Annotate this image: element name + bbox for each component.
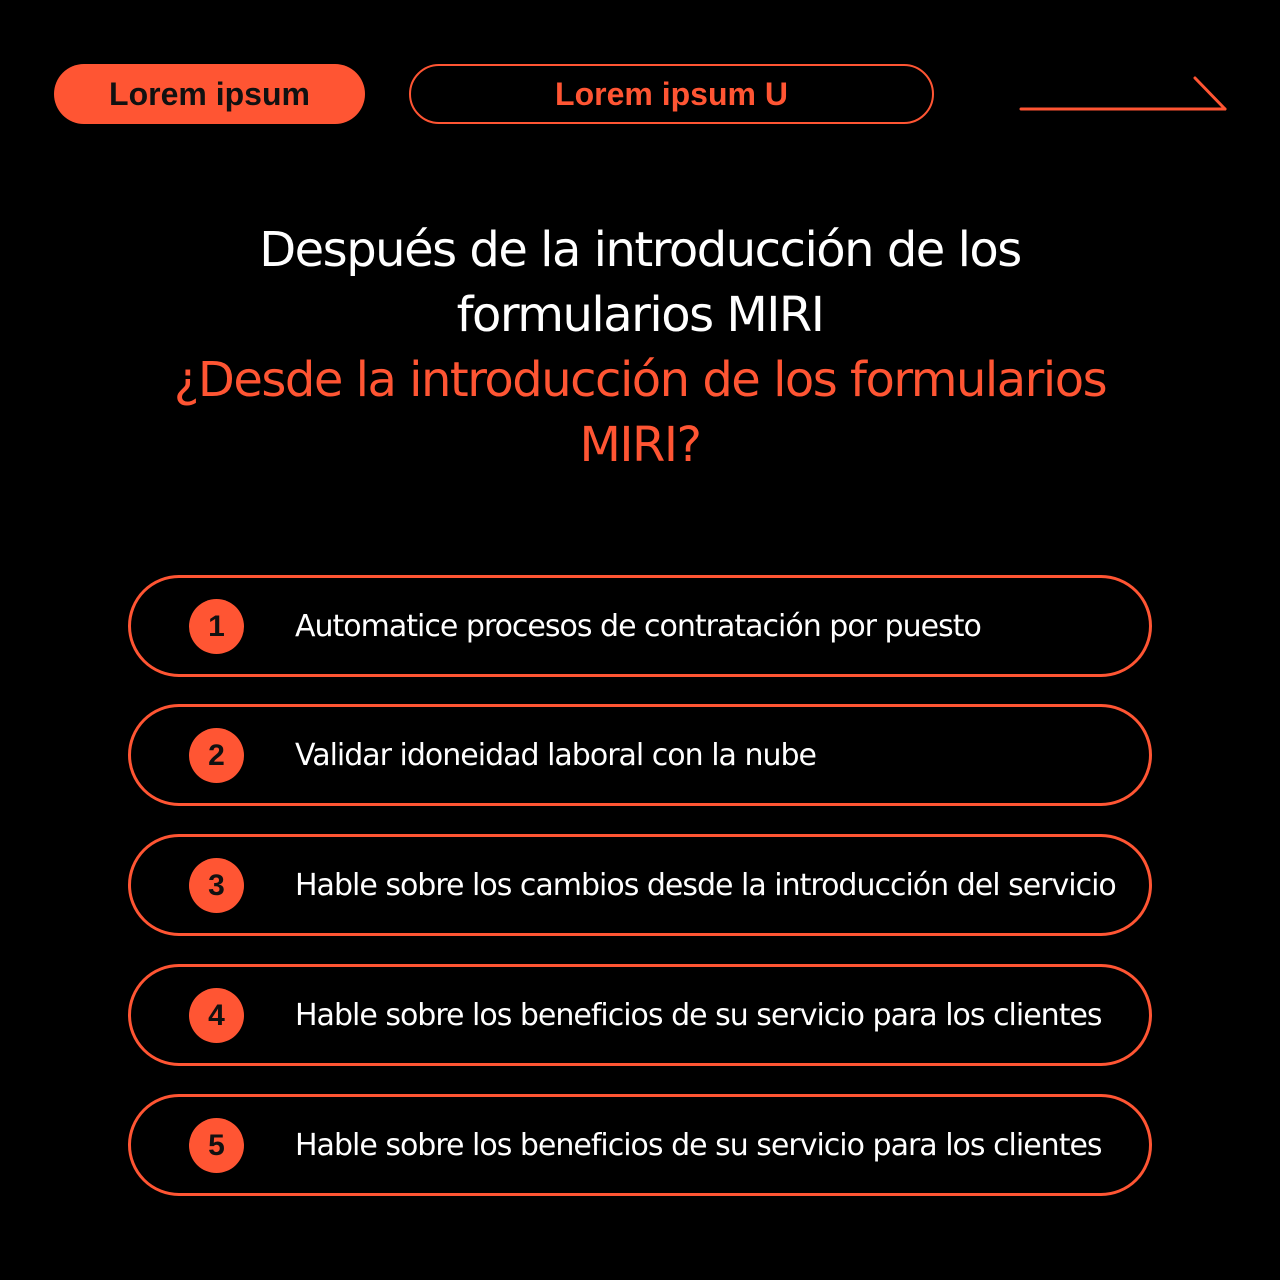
list-item-text: Automatice procesos de contratación por puesto: [295, 608, 981, 644]
number-badge: 1: [189, 599, 244, 654]
heading-accent-line-2: MIRI?: [579, 417, 701, 473]
number-badge: 2: [189, 728, 244, 783]
secondary-pill-label: Lorem ipsum U: [555, 75, 788, 112]
list-item-5[interactable]: [128, 1094, 1152, 1196]
heading-line-1: Después de la introducción de los: [259, 222, 1021, 278]
list-item-text: Hable sobre los beneficios de su servicio para los clientes: [295, 997, 1102, 1033]
primary-pill-label: Lorem ipsum: [109, 75, 310, 112]
number-badge: 3: [189, 858, 244, 913]
heading-line-2: formularios MIRI: [456, 287, 824, 343]
secondary-pill-button[interactable]: [409, 64, 934, 124]
primary-pill-button[interactable]: [54, 64, 365, 124]
number-badge: 5: [189, 1118, 244, 1173]
list-item-3[interactable]: [128, 834, 1152, 936]
heading-accent-line-1: ¿Desde la introducción de los formularios: [173, 352, 1107, 408]
list-item-text: Validar idoneidad laboral con la nube: [295, 737, 816, 773]
list-item-4[interactable]: [128, 964, 1152, 1066]
arrow-right-icon[interactable]: [1018, 74, 1230, 116]
list-item-text: Hable sobre los cambios desde la introducción del servicio: [295, 867, 1116, 903]
list-item-1[interactable]: [128, 575, 1152, 677]
list-item-2[interactable]: [128, 704, 1152, 806]
number-badge: 4: [189, 988, 244, 1043]
page-heading: [140, 218, 1140, 478]
list-item-text: Hable sobre los beneficios de su servicio para los clientes: [295, 1127, 1102, 1163]
